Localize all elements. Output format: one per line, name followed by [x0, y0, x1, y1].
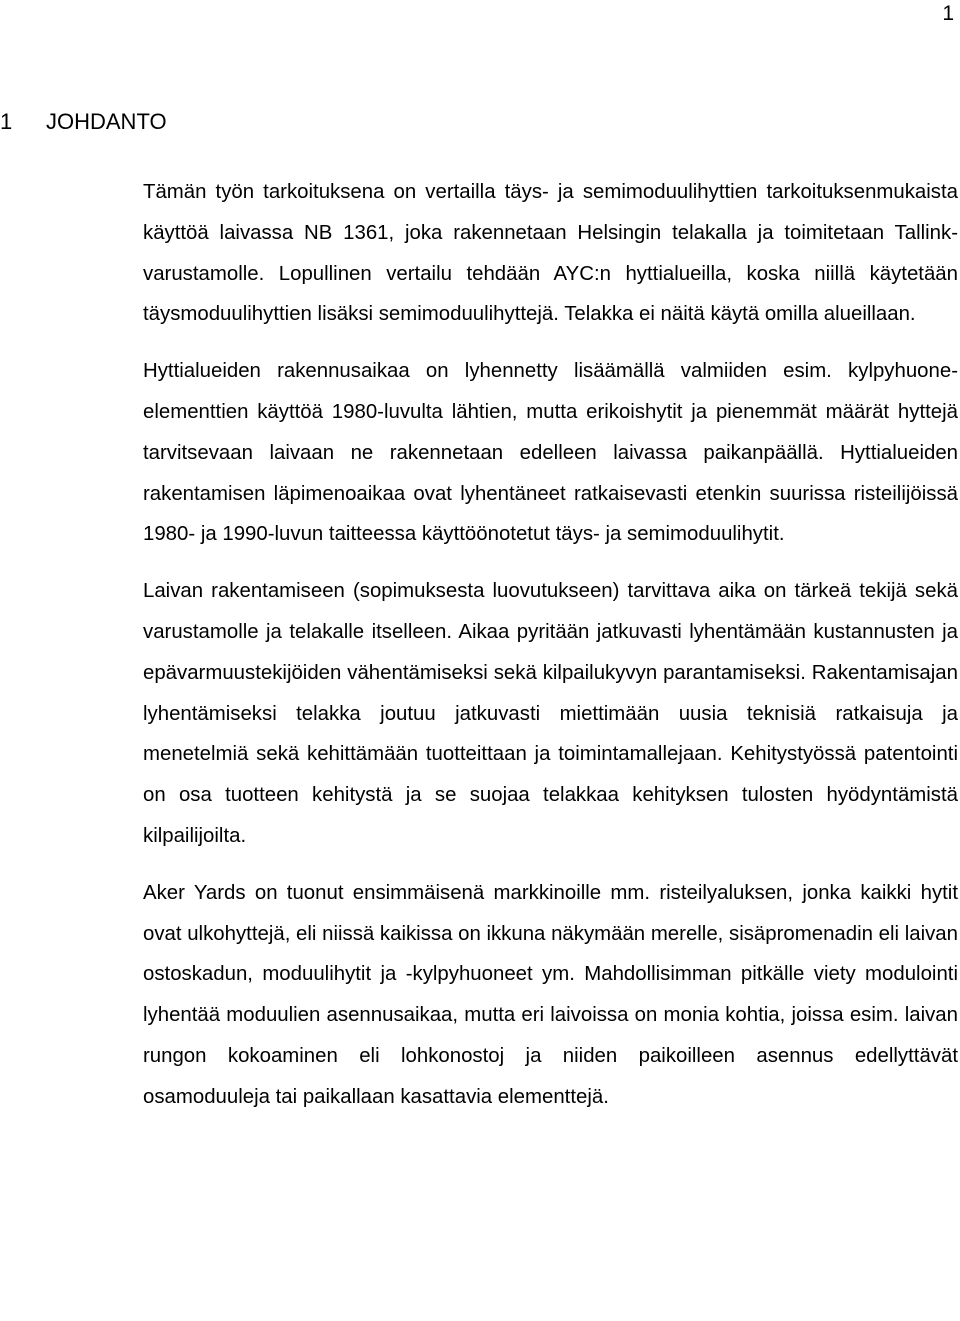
page-number: 1 [942, 2, 954, 25]
paragraph: Tämän työn tarkoituksena on vertailla täys- ja semimoduulihyttien tarkoituksenmukaista käyttöä laivassa NB 1361, joka rakennetaan Helsingin telakalla ja toimitetaan Tallink-varustamolle. Lopullinen vertailu tehdään AYC:n hyttialueilla, koska niillä käytetään täysmoduulihyttien lisäksi semimoduulihyttejä. Telakka ei näitä käytä omilla alueillaan. [143, 181, 958, 326]
chapter-heading [0, 107, 167, 137]
paragraph: Hyttialueiden rakennusaikaa on lyhennetty lisäämällä valmiiden esim. kylpyhuone-elementtien käyttöä 1980-luvulta lähtien, mutta erikoishytit ja pienemmät määrät hyttejä tarvitsevaan laivaan ne rakennetaan edelleen laivassa paikanpäällä. Hyttialueiden rakentamisen läpimenoaikaa ovat lyhentäneet ratkaisevasti etenkin suurissa risteilijöissä 1980- ja 1990-luvun taitteessa käyttöönotetut täys- ja semimoduulihytit. [143, 360, 958, 546]
body-text [143, 172, 958, 1118]
paragraph: Laivan rakentamiseen (sopimuksesta luovutukseen) tarvittava aika on tärkeä tekijä sekä varustamolle ja telakalle itselleen. Aikaa pyritään jatkuvasti lyhentämään kustannusten ja epävarmuustekijöiden vähentämiseksi sekä kilpailukyvyn parantamiseksi. Rakentamisajan lyhentämiseksi telakka joutuu jatkuvasti miettimään uusia teknisiä ratkaisuja ja menetelmiä sekä kehittämään tuotteittaan ja toimintamallejaan. Kehitystyössä patentointi on osa tuotteen kehitystä ja se suojaa telakkaa kehityksen tulosten hyödyntämistä kilpailijoilta. [143, 580, 958, 847]
paragraph: Aker Yards on tuonut ensimmäisenä markkinoille mm. risteilyaluksen, jonka kaikki hytit ovat ulkohyttejä, eli niissä kaikissa on ikkuna näkymään merelle, sisäpromenadin eli laivan ostoskadun, moduulihytit ja -kylpyhuoneet ym. Mahdollisimman pitkälle viety modulointi lyhentää moduulien asennusaikaa, mutta eri laivoissa on monia kohtia, joissa esim. laivan rungon kokoaminen eli lohkonostoj ja niiden paikoilleen asennus edellyttävät osamoduuleja tai paikallaan kasattavia elementtejä. [143, 881, 958, 1108]
chapter-number: 1 [0, 109, 13, 134]
chapter-title: JOHDANTO [46, 109, 167, 134]
